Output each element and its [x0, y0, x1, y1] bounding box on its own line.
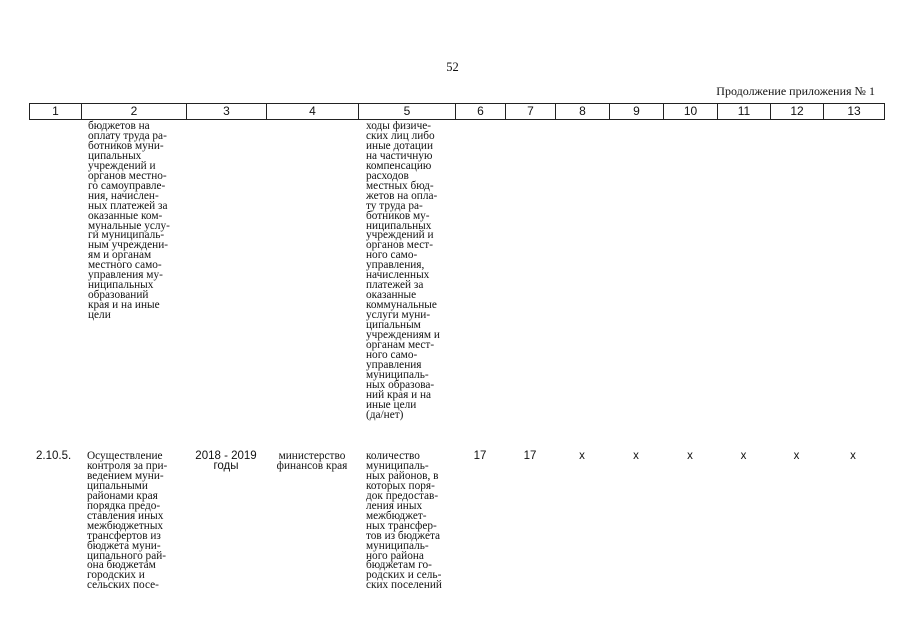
continued-indicator-cell: ходы физиче- ских лиц либо иные дотации на частичную компенсацию расходов местных бюд- жетов на опла- ту труда ра- ботников му- ниципальных учреждений и органов мест- ного само- управления, начисленных платежей за оказанные коммунальные услуги муни- ципальным учреждениям и органам мест- ного само- управления муниципаль- ных образова- ний края и на иные цели (да/нет) — [366, 120, 440, 421]
column-number-5: 5 — [359, 104, 456, 119]
column-number-4: 4 — [267, 104, 359, 119]
row-value-col8: x — [579, 450, 585, 462]
column-number-13: 13 — [847, 104, 861, 118]
page-number: 52 — [446, 60, 459, 74]
continued-description-cell: бюджетов на оплату труда ра- ботников муни- ципальных учреждений и органов местно- го самоуправле- ния, начислен- ных платежей за оказанные ком- мунальные услу- ги муниципаль- ным учреждени- ям и органам местного само- управления му- ниципальных образований края и на иные цели — [88, 120, 170, 322]
row-value-col13: x — [850, 450, 856, 462]
row-executor: министерство финансов края — [276, 450, 348, 472]
continuation-note: Продолжение приложения № 1 — [716, 84, 875, 98]
row-value-col7: 17 — [523, 450, 537, 462]
column-number-9: 9 — [610, 104, 664, 119]
column-number-header — [29, 103, 885, 120]
column-number-12: 12 — [771, 104, 824, 119]
column-number-11: 11 — [718, 104, 771, 119]
column-number-6: 6 — [456, 104, 506, 119]
column-number-10: 10 — [664, 104, 718, 119]
row-value-col10: x — [687, 450, 693, 462]
row-value-col12: x — [793, 450, 800, 462]
row-value-col6: 17 — [473, 450, 487, 462]
column-number-2: 2 — [82, 104, 187, 119]
row-value-col11: x — [740, 450, 747, 462]
column-number-1: 1 — [30, 104, 82, 119]
row-value-col9: x — [633, 450, 639, 462]
column-number-3: 3 — [187, 104, 267, 119]
column-number-8: 8 — [556, 104, 610, 119]
row-number: 2.10.5. — [36, 450, 72, 462]
row-indicator: количество муниципаль- ных районов, в которых поря- док предостав- ления иных межбюджет- ных трансфер- тов из бюджета муниципаль- ного района бюджетам го- родских и сель- ских поселений — [366, 450, 442, 592]
row-period: 2018 - 2019 годы — [195, 450, 257, 472]
row-description: Осуществление контроля за при- ведением муни- ципальными районами края порядка предо- ставления иных межбюджетных трансфертов из бюджета муни- ципального рай- она бюджетам городских и сельских посе- — [87, 450, 168, 592]
column-number-7: 7 — [506, 104, 556, 119]
